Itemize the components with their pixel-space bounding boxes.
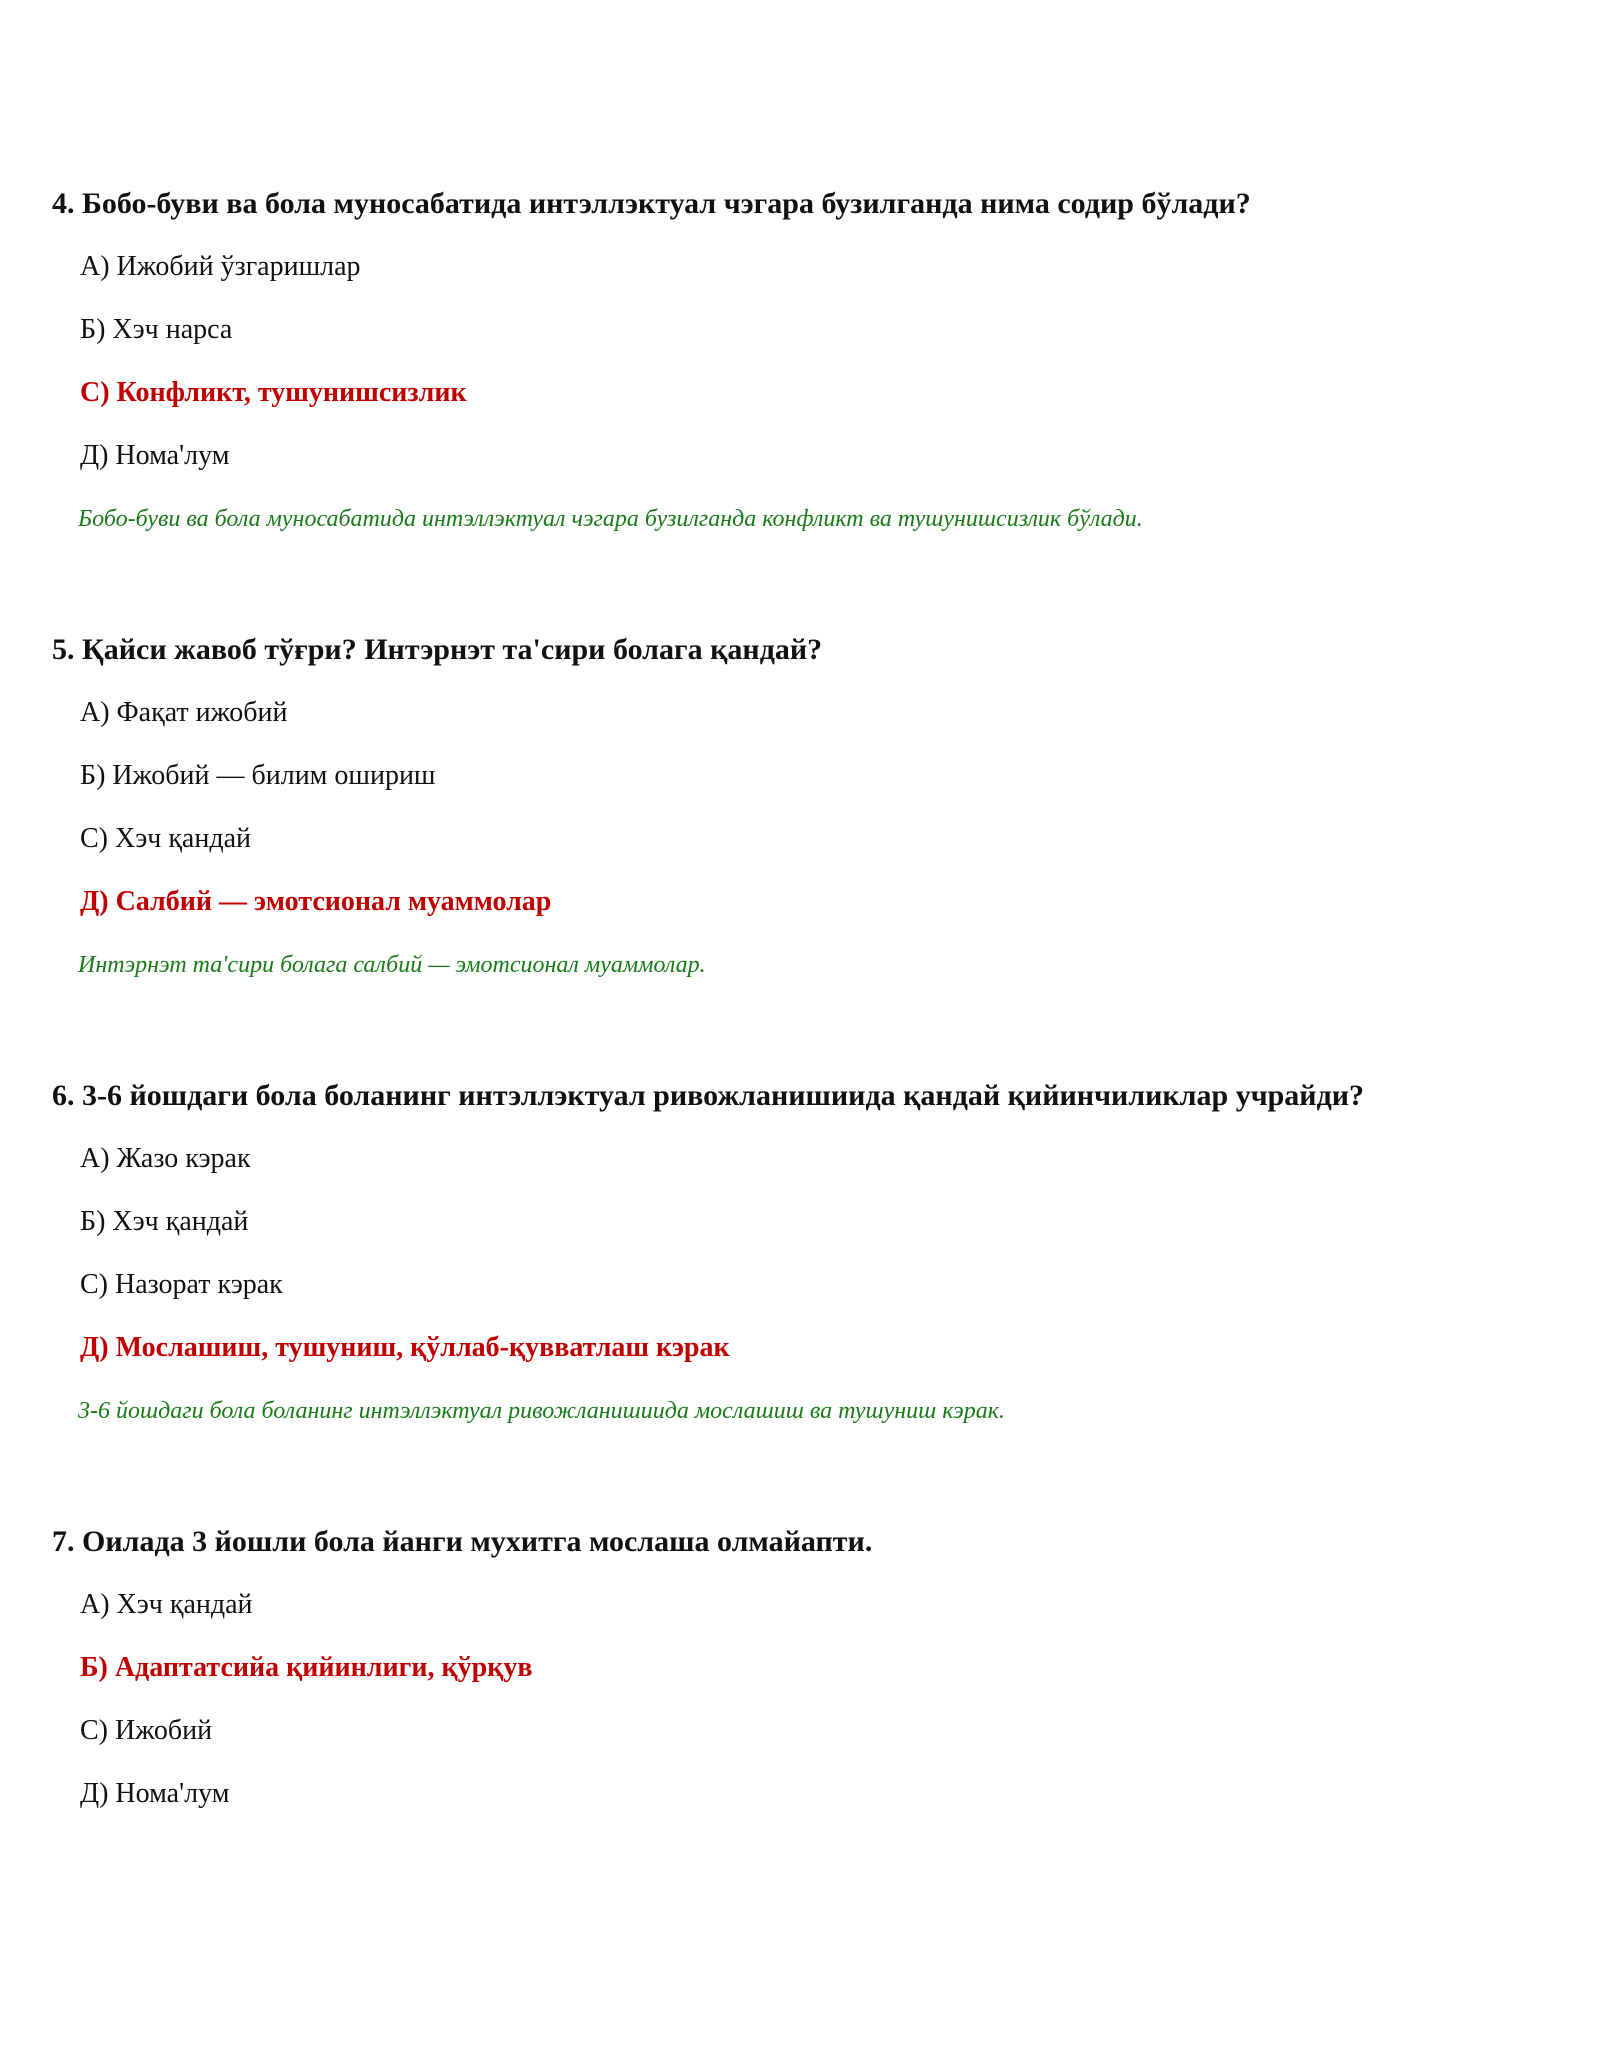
answer-option-a: А) Ижобий ўзгаришлар (80, 251, 361, 282)
answer-option-a: А) Жазо кэрак (80, 1143, 251, 1174)
answer-explanation: Интэрнэт та'сири болага салбий — эмотсионал муаммолар. (78, 952, 706, 978)
answer-option-d: Д) Нома'лум (80, 1778, 230, 1809)
answer-option-c: С) Назорат кэрак (80, 1269, 283, 1300)
question-block (52, 1078, 1552, 1424)
answer-option-b: Б) Хэч қандай (80, 1206, 249, 1237)
question-title: 6. 3-6 йошдаги бола боланинг интэллэктуал ривожланишиида қандай қийинчиликлар учрайди? (52, 1079, 1365, 1112)
answer-explanation: Бобо-буви ва бола муносабатида интэллэктуал чэгара бузилганда конфликт ва тушунишсизлик бўлади. (78, 506, 1143, 532)
answer-option-c-correct: С) Конфликт, тушунишсизлик (80, 377, 467, 408)
question-block (52, 186, 1552, 532)
answer-option-b: Б) Ижобий — билим ошириш (80, 760, 436, 791)
answer-option-d: Д) Нома'лум (80, 440, 230, 471)
question-title: 5. Қайси жавоб тўғри? Интэрнэт та'сири болага қандай? (52, 633, 823, 666)
answer-option-b-correct: Б) Адаптатсийа қийинлиги, қўрқув (80, 1652, 533, 1683)
answer-option-a: А) Фақат ижобий (80, 697, 288, 728)
question-block (52, 632, 1552, 978)
question-block (52, 1524, 1552, 1809)
answer-option-d-correct: Д) Салбий — эмотсионал муаммолар (80, 886, 552, 917)
answer-option-c: С) Ижобий (80, 1715, 213, 1746)
answer-option-c: С) Хэч қандай (80, 823, 251, 854)
answer-explanation: 3-6 йошдаги бола боланинг интэллэктуал ривожланишиида мослашиш ва тушуниш кэрак. (78, 1398, 1005, 1424)
answer-option-b: Б) Хэч нарса (80, 314, 233, 345)
question-title: 4. Бобо-буви ва бола муносабатида интэллэктуал чэгара бузилганда нима содир бўлади? (52, 187, 1251, 220)
question-title: 7. Оилада 3 йошли бола йанги мухитга мослаша олмайапти. (52, 1525, 873, 1558)
answer-option-d-correct: Д) Мослашиш, тушуниш, қўллаб-қувватлаш кэрак (80, 1332, 730, 1363)
answer-option-a: А) Хэч қандай (80, 1589, 253, 1620)
